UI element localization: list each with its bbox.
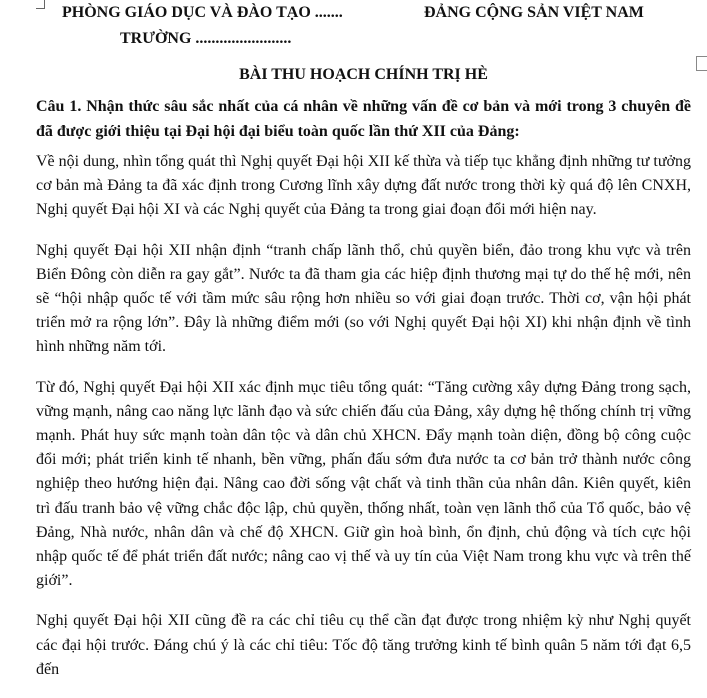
document-page — [36, 0, 691, 698]
page-side-marker — [696, 56, 707, 71]
body-paragraph-4: Nghị quyết Đại hội XII cũng đề ra các chỉ tiêu cụ thể cần đạt được trong nhiệm kỳ như Nghị quyết các đại hội trước. Đáng chú ý là các chỉ tiêu: Tốc độ tăng trưởng kinh tế bình quân 5 năm tới đạt 6,5 đến — [36, 612, 691, 678]
school-heading: TRƯỜNG ........................ — [120, 30, 292, 47]
document-title: BÀI THU HOẠCH CHÍNH TRỊ HÈ — [239, 66, 488, 83]
body-paragraph-1: Về nội dung, nhìn tổng quát thì Nghị quyết Đại hội XII kế thừa và tiếp tục khẳng định những tư tưởng cơ bản mà Đảng ta đã xác định trong Cương lĩnh xây dựng đất nước trong thời kỳ quá độ lên CNXH, Nghị quyết Đại hội XI và các Nghị quyết của Đảng ta trong giai đoạn đổi mới hiện nay. — [36, 153, 691, 219]
document-header — [36, 0, 691, 50]
question-heading: Câu 1. Nhận thức sâu sắc nhất của cá nhân về những vấn đề cơ bản và mới trong 3 chuyên đề đã được giới thiệu tại Đại hội đại biểu toàn quốc lần thứ XII của Đảng: — [36, 98, 691, 140]
body-paragraph-3: Từ đó, Nghị quyết Đại hội XII xác định mục tiêu tổng quát: “Tăng cường xây dựng Đảng trong sạch, vững mạnh, nâng cao năng lực lãnh đạo và sức chiến đấu của Đảng, xây dựng hệ thống chính trị vững mạnh. Phát huy sức mạnh toàn dân tộc và dân chủ XHCN. Đẩy mạnh toàn diện, đồng bộ công cuộc đổi mới; phát triển kinh tế nhanh, bền vững, phấn đấu sớm đưa nước ta cơ bản trở thành nước công nghiệp theo hướng hiện đại. Nâng cao đời sống vật chất và tinh thần của nhân dân. Kiên quyết, kiên trì đấu tranh bảo vệ vững chắc độc lập, chủ quyền, thống nhất, toàn vẹn lãnh thổ của Tổ quốc, bảo vệ Đảng, Nhà nước, nhân dân và chế độ XHCN. Giữ gìn hoà bình, ổn định, chủ động và tích cực hội nhập quốc tế để phát triển đất nước; nâng cao vị thế và uy tín của Việt Nam trong khu vực và trên thế giới”. — [36, 378, 691, 590]
body-paragraph-2: Nghị quyết Đại hội XII nhận định “tranh chấp lãnh thổ, chủ quyền biển, đảo trong khu vực và trên Biển Đông còn diễn ra gay gắt”. Nước ta đã tham gia các hiệp định thương mại tự do thế hệ mới, nên sẽ “hội nhập quốc tế với tầm mức sâu rộng hơn nhiều so với giai đoạn trước. Thời cơ, vận hội phát triển mở ra rộng lớn”. Đây là những điểm mới (so với Nghị quyết Đại hội XI) khi nhận định về tình hình những năm tới. — [36, 241, 691, 356]
department-heading: PHÒNG GIÁO DỤC VÀ ĐÀO TẠO ....... — [62, 4, 343, 21]
party-heading: ĐẢNG CỘNG SẢN VIỆT NAM — [424, 4, 644, 21]
